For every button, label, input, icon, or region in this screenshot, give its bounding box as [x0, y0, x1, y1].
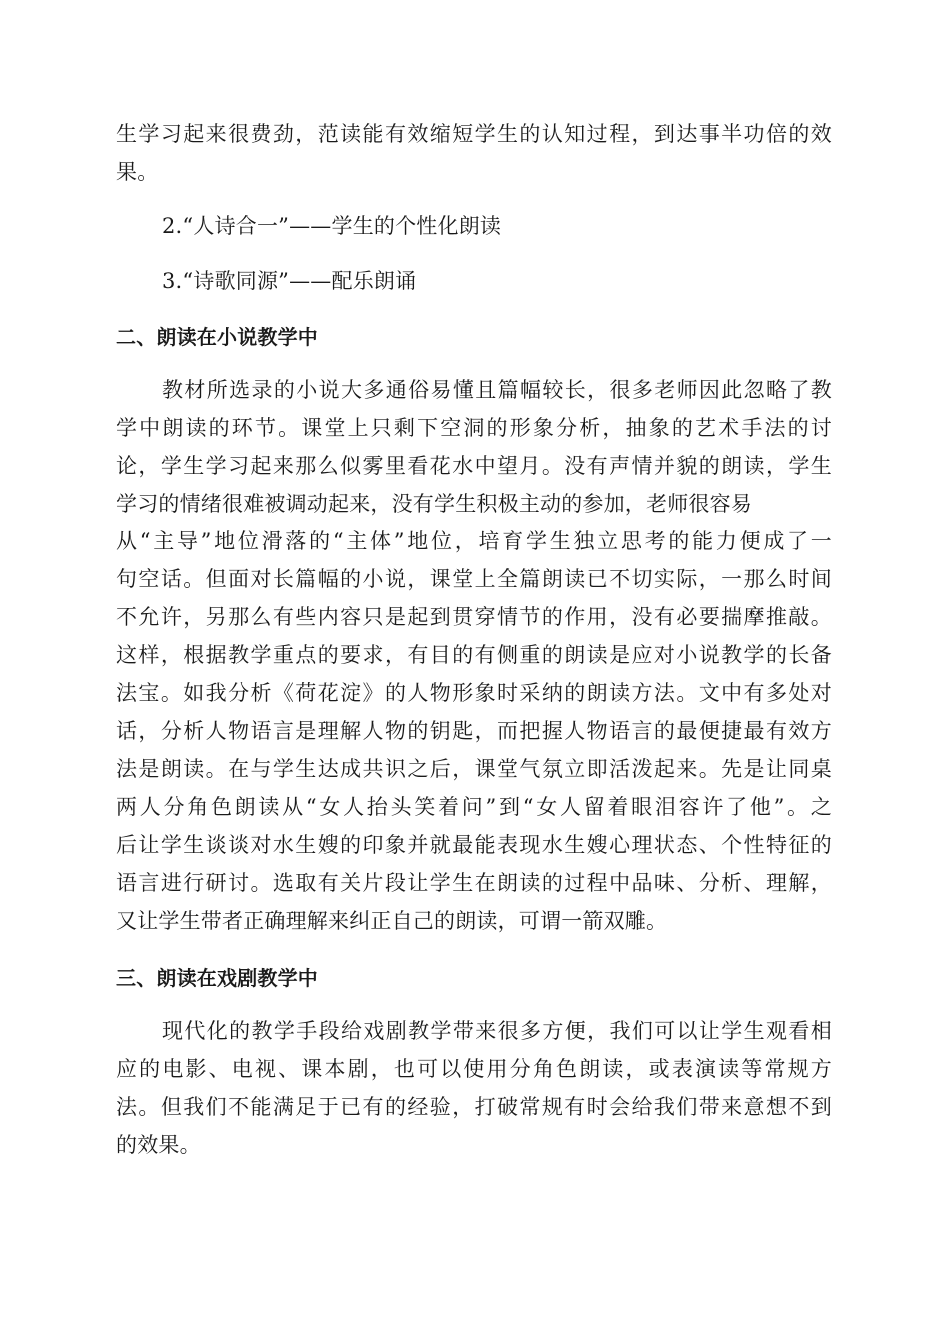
- paragraph-line: 句空话。但面对长篇幅的小说，课堂上全篇朗读已不切实际，一那么时间: [116, 567, 832, 591]
- paragraph-line: 又让学生带者正确理解来纠正自己的朗读，可谓一箭双雕。: [116, 909, 668, 933]
- section-heading: 二、朗读在小说教学中: [116, 325, 318, 349]
- paragraph-line: 法是朗读。在与学生达成共识之后，课堂气氛立即活泼起来。先是让同桌: [116, 757, 832, 781]
- paragraph-line: 从“主导”地位滑落的“主体”地位，培育学生独立思考的能力便成了一: [116, 529, 832, 553]
- section-heading: 三、朗读在戏剧教学中: [116, 966, 318, 990]
- paragraph-line: 应的电影、电视、课本剧，也可以使用分角色朗读，或表演读等常规方: [116, 1057, 832, 1081]
- paragraph-line: 后让学生谈谈对水生嫂的印象并就最能表现水生嫂心理状态、个性特征的: [116, 833, 832, 857]
- paragraph-line: 现代化的教学手段给戏剧教学带来很多方便，我们可以让学生观看相: [162, 1019, 832, 1043]
- paragraph-line: 论，学生学习起来那么似雾里看花水中望月。没有声情并貌的朗读，学生: [116, 454, 832, 478]
- paragraph-line: 的效果。: [116, 1133, 201, 1157]
- paragraph-line: 语言进行研讨。选取有关片段让学生在朗读的过程中品味、分析、理解，: [116, 871, 832, 895]
- paragraph-line: 两人分角色朗读从“女人抬头笑着问”到“女人留着眼泪容许了他”。之: [116, 795, 832, 819]
- paragraph-line: 教材所选录的小说大多通俗易懂且篇幅较长，很多老师因此忽略了教: [162, 378, 832, 402]
- paragraph-line: 法宝。如我分析《荷花淀》的人物形象时采纳的朗读方法。文中有多处对: [116, 681, 832, 705]
- list-item: 3.“诗歌同源”——配乐朗诵: [162, 269, 417, 293]
- paragraph-line: 法。但我们不能满足于已有的经验，打破常规有时会给我们带来意想不到: [116, 1095, 832, 1119]
- paragraph-line: 果。: [116, 160, 159, 184]
- paragraph-line: 学习的情绪很难被调动起来，没有学生积极主动的参加，老师很容易: [116, 492, 752, 516]
- paragraph-line: 生学习起来很费劲，范读能有效缩短学生的认知过程，到达事半功倍的效: [116, 122, 832, 146]
- list-item: 2.“人诗合一”——学生的个性化朗读: [162, 214, 502, 238]
- paragraph-line: 话，分析人物语言是理解人物的钥匙，而把握人物语言的最便捷最有效方: [116, 719, 832, 743]
- paragraph-line: 学中朗读的环节。课堂上只剩下空洞的形象分析，抽象的艺术手法的讨: [116, 416, 832, 440]
- paragraph-line: 这样，根据教学重点的要求，有目的有侧重的朗读是应对小说教学的长备: [116, 643, 832, 667]
- paragraph-line: 不允许，另那么有些内容只是起到贯穿情节的作用，没有必要揣摩推敲。: [116, 605, 832, 629]
